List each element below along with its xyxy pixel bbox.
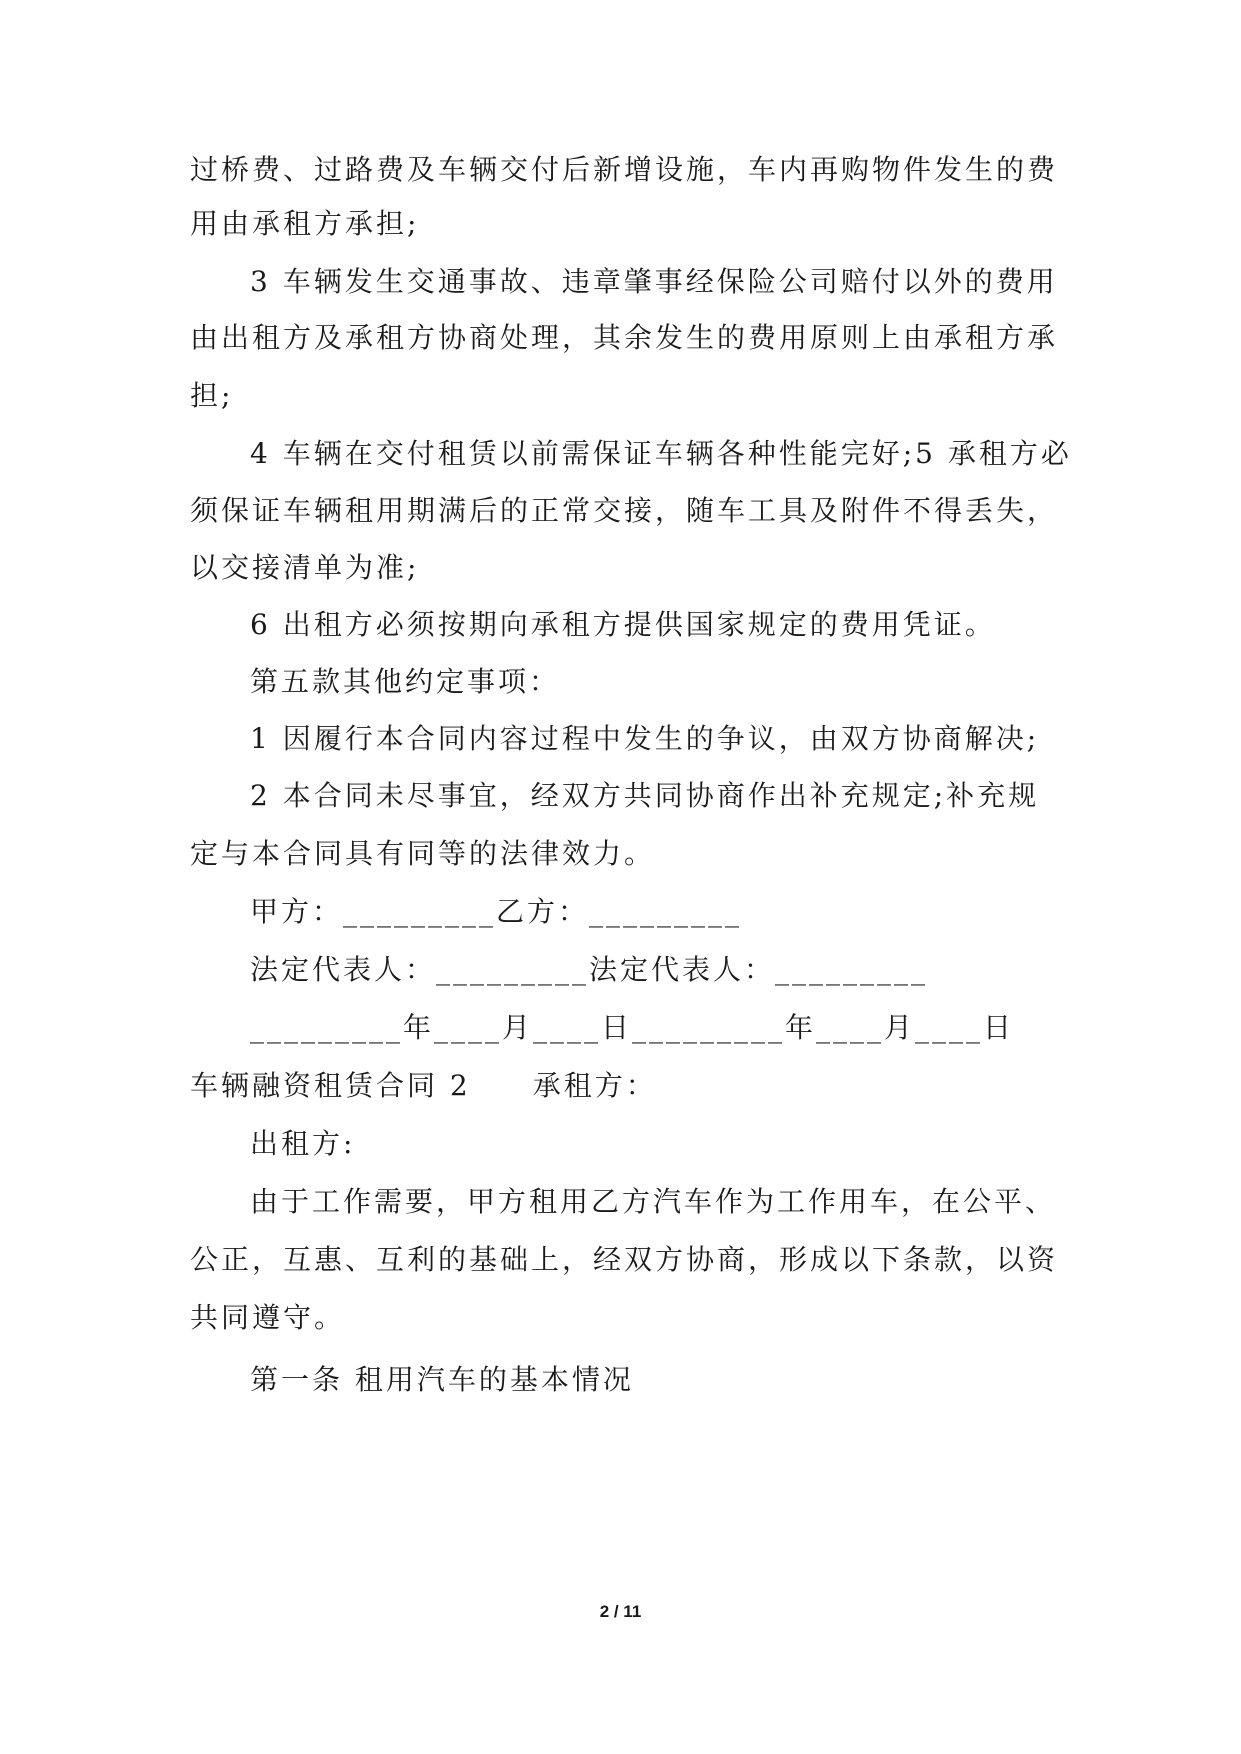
body-text-line: 共同遵守。 [190, 1301, 346, 1334]
body-text-line: 由出租方及承租方协商处理，其余发生的费用原则上由承租方承 [190, 321, 1059, 354]
body-text-line: 2 本合同未尽事宜，经双方共同协商作出补充规定;补充规 [250, 779, 1040, 812]
contract-title-line: 车辆融资租赁合同 2 承租方： [190, 1069, 657, 1102]
body-text-line: 3 车辆发生交通事故、违章肇事经保险公司赔付以外的费用 [250, 265, 1058, 298]
body-text-line: 以交接清单为准; [190, 551, 420, 584]
body-text-line: 须保证车辆租用期满后的正常交接，随车工具及附件不得丢失， [190, 494, 1059, 527]
body-text-line: 过桥费、过路费及车辆交付后新增设施，车内再购物件发生的费 [190, 153, 1059, 186]
page-number: 2 / 11 [599, 1602, 642, 1621]
body-text-line: 出租方: [250, 1127, 356, 1160]
body-text-line: 6 出租方必须按期向承租方提供国家规定的费用凭证。 [250, 608, 996, 641]
signature-party-line: 甲方：_________乙方：_________ [250, 895, 743, 928]
body-text-line: 定与本合同具有同等的法律效力。 [190, 837, 656, 870]
body-text-line: 担; [190, 379, 234, 412]
section-heading: 第五款其他约定事项： [250, 665, 561, 698]
signature-date-line: _________年____月____日_________年____月____日 [250, 1011, 1015, 1044]
body-text-line: 1 因履行本合同内容过程中发生的争议，由双方协商解决; [250, 722, 1040, 755]
body-text-line: 4 车辆在交付租赁以前需保证车辆各种性能完好;5 承租方必 [250, 437, 1072, 470]
body-text-line: 用由承租方承担; [190, 207, 420, 240]
signature-representative-line: 法定代表人：_________法定代表人：_________ [250, 953, 929, 986]
body-text-line: 公正，互惠、互利的基础上，经双方协商，形成以下条款，以资 [190, 1243, 1059, 1276]
section-heading: 第一条 租用汽车的基本情况 [250, 1363, 634, 1396]
body-text-line: 由于工作需要，甲方租用乙方汽车作为工作用车，在公平、 [250, 1185, 1057, 1218]
